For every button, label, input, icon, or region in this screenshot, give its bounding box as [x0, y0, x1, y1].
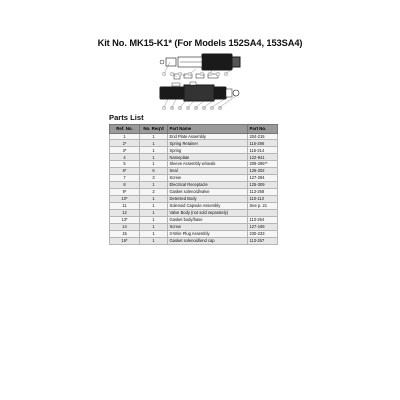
callout-number: 13 [194, 107, 198, 110]
table-row [110, 182, 278, 189]
qty-cell: 1 [140, 140, 168, 147]
kit-title: Kit No. MK15-K1* (For Models 152SA4, 153SA4) [97, 38, 303, 48]
part-name-cell: 3-Wire Plug Assembly [168, 230, 248, 237]
part-number-cell: 113-264 [248, 216, 278, 223]
table-row [110, 237, 278, 244]
part-name-cell: Gasket solenoid/valve [168, 189, 248, 196]
part-number-cell: 127-169 [248, 223, 278, 230]
ref-cell: 3* [110, 147, 140, 154]
ref-cell: 4 [110, 154, 140, 161]
part-name-cell: Screw [168, 175, 248, 182]
callout-number: 6 [209, 73, 211, 76]
ref-cell: 6* [110, 168, 140, 175]
part-name-cell: Detented Body [168, 195, 248, 202]
part-number-cell: 126-202 [248, 168, 278, 175]
qty-cell: 1 [140, 195, 168, 202]
table-row [110, 133, 278, 140]
callout-number: 16 [218, 107, 222, 110]
callout-number: 5 [201, 73, 203, 76]
part-name-cell: Sleeve Assembly w/seals [168, 161, 248, 168]
parts-table [109, 124, 278, 245]
callout-number: 12 [186, 107, 190, 110]
table-row [110, 161, 278, 168]
part-number-cell: 115-214 [248, 147, 278, 154]
exploded-valve-diagram [150, 49, 250, 113]
column-header-qty: No. Req'd [140, 125, 168, 134]
part-number-cell: 110-113 [248, 195, 278, 202]
ref-cell: 9* [110, 189, 140, 196]
table-row [110, 147, 278, 154]
part-number-cell [248, 209, 278, 216]
callout-number: 8 [225, 73, 227, 76]
table-row [110, 216, 278, 223]
table-row [110, 230, 278, 237]
part-number-cell: 113-268 [248, 189, 278, 196]
part-name-cell: Spring Retainer [168, 140, 248, 147]
qty-cell: 1 [140, 133, 168, 140]
qty-cell: 1 [140, 147, 168, 154]
callout-number: 1 [163, 73, 165, 76]
table-row [110, 154, 278, 161]
ref-cell: 13* [110, 216, 140, 223]
part-name-cell: Screw [168, 223, 248, 230]
qty-cell: 3 [140, 175, 168, 182]
callout-number: 11 [178, 107, 182, 110]
callout-number: 10 [170, 107, 174, 110]
qty-cell: 1 [140, 209, 168, 216]
part-name-cell: Valve Body (not sold separately) [168, 209, 248, 216]
table-row [110, 175, 278, 182]
part-name-cell: Gasket solenoid/end cap [168, 237, 248, 244]
part-number-cell: 125-309 [248, 182, 278, 189]
callout-number: 4 [189, 73, 191, 76]
table-row [110, 168, 278, 175]
table-row [110, 209, 278, 216]
part-number-cell: 113-267 [248, 237, 278, 244]
callout-number: 14 [202, 107, 206, 110]
ref-cell: 10* [110, 195, 140, 202]
qty-cell: 1 [140, 223, 168, 230]
ref-cell: 8 [110, 182, 140, 189]
callout-number: 2 [171, 73, 173, 76]
part-number-cell: 209-286** [248, 161, 278, 168]
qty-cell: 2 [140, 189, 168, 196]
diagram-body [160, 54, 240, 101]
column-header-ref: Ref. No. [110, 125, 140, 134]
part-name-cell: Spring [168, 147, 248, 154]
parts-table-body [110, 133, 278, 244]
callout-number: 3 [179, 73, 181, 76]
callout-number: 15 [210, 107, 214, 110]
part-number-cell: 122-941 [248, 154, 278, 161]
table-row [110, 140, 278, 147]
ref-cell: 1 [110, 133, 140, 140]
table-row [110, 202, 278, 209]
callout-number: 7 [217, 73, 219, 76]
qty-cell: 1 [140, 202, 168, 209]
qty-cell: 1 [140, 161, 168, 168]
table-row [110, 223, 278, 230]
part-number-cell: 204-215 [248, 133, 278, 140]
part-name-cell: Seal [168, 168, 248, 175]
qty-cell: 1 [140, 216, 168, 223]
ref-cell: 15 [110, 230, 140, 237]
qty-cell: 1 [140, 230, 168, 237]
ref-cell: 12 [110, 209, 140, 216]
part-number-cell: 230-233 [248, 230, 278, 237]
ref-cell: 11 [110, 202, 140, 209]
column-header-part-no: Part No. [248, 125, 278, 134]
parts-table-header [110, 125, 278, 134]
part-number-cell: 127-294 [248, 175, 278, 182]
part-name-cell: Nameplate [168, 154, 248, 161]
ref-cell: 5 [110, 161, 140, 168]
ref-cell: 16* [110, 237, 140, 244]
parts-list-heading: Parts List [109, 113, 144, 122]
ref-cell: 7 [110, 175, 140, 182]
part-number-cell: 116-286 [248, 140, 278, 147]
part-number-cell: See p. 21 [248, 202, 278, 209]
qty-cell: 6 [140, 168, 168, 175]
table-row [110, 195, 278, 202]
qty-cell: 1 [140, 237, 168, 244]
ref-cell: 2* [110, 140, 140, 147]
part-name-cell: Gasket body/base [168, 216, 248, 223]
ref-cell: 14 [110, 223, 140, 230]
part-name-cell: Solenoid Capsule Assembly [168, 202, 248, 209]
callout-number: 9 [163, 107, 165, 110]
part-name-cell: Electrical Receptacle [168, 182, 248, 189]
qty-cell: 1 [140, 182, 168, 189]
part-name-cell: End Plate Assembly [168, 133, 248, 140]
column-header-part-name: Part Name [168, 125, 248, 134]
qty-cell: 1 [140, 154, 168, 161]
table-row [110, 189, 278, 196]
